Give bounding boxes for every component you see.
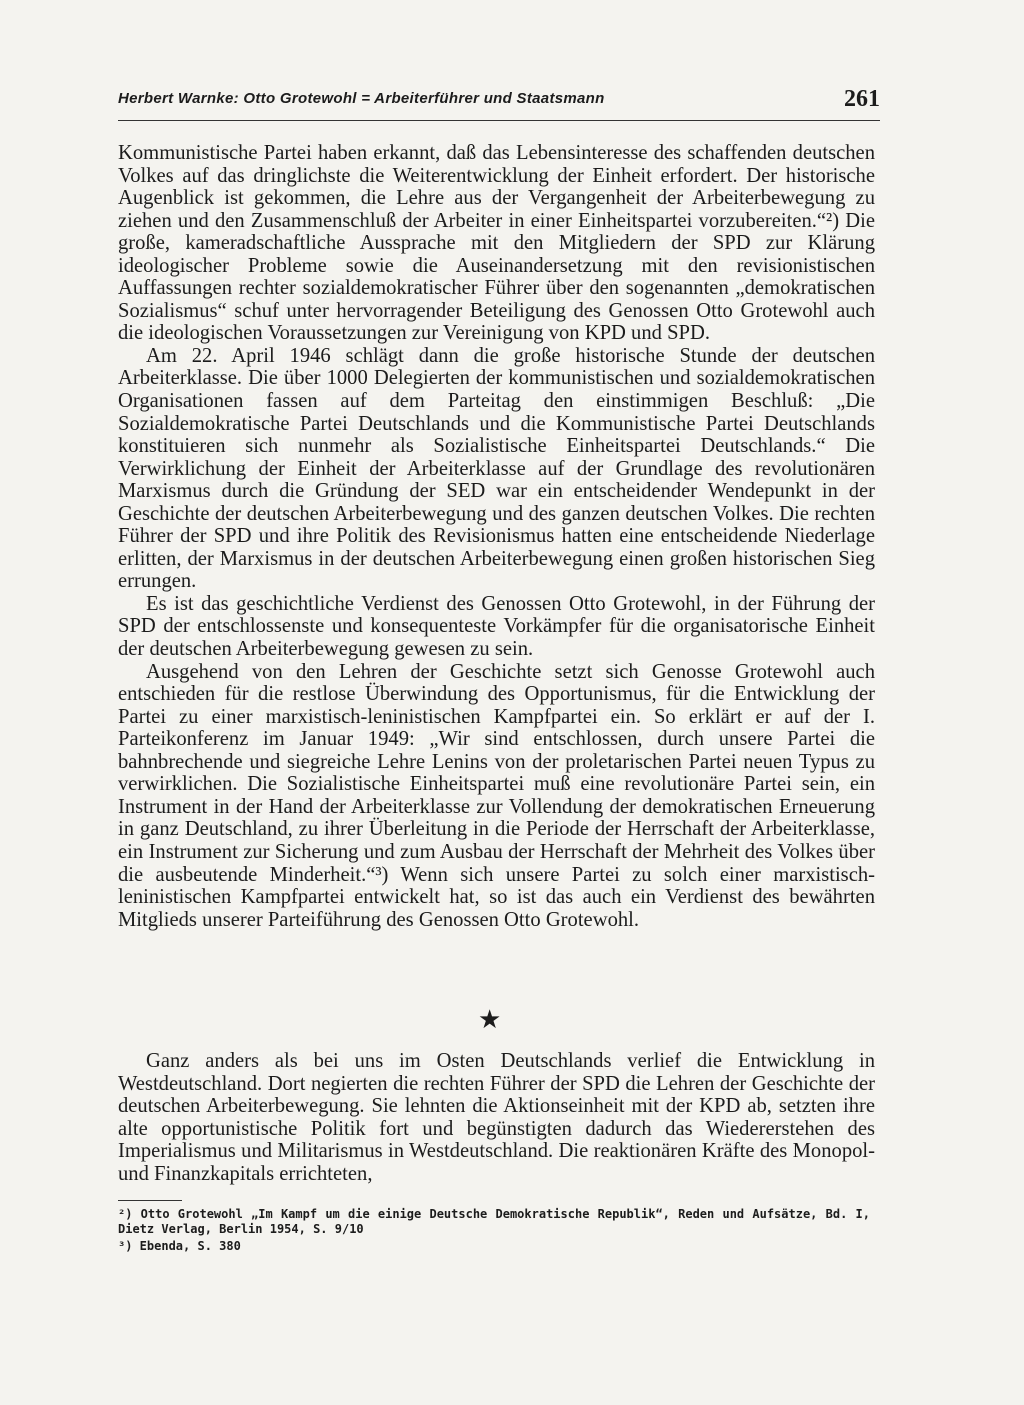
paragraph-1: Kommunistische Partei haben erkannt, daß das Lebensinteresse des schaffenden deutschen Volkes auf das dringlichste die Weiterentwicklung der Einheit erfordert. Der historische Augenblick ist gekommen, die Lehre aus der Vergangenheit der Arbeiterbewegung zu ziehen und den Zusammenschluß der Arbeiter in einer Einheitspartei vorzubereiten.“²) Die große, kameradschaftliche Aussprache mit den Mitgliedern der SPD zur Klärung ideologischer Probleme sowie die Auseinandersetzung mit den revisionistischen Auffassungen rechter sozialdemokratischer Führer über den sogenannten „demokratischen Sozialismus“ schuf unter hervorragender Beteiligung des Genossen Otto Grotewohl auch die ideologischen Voraussetzungen zur Vereinigung von KPD und SPD. — [118, 142, 875, 345]
section-separator-star-icon: ★ — [478, 1005, 502, 1035]
footnote-3: ³) Ebenda, S. 380 — [118, 1239, 241, 1253]
header-rule — [118, 120, 880, 121]
paragraph-5: Ganz anders als bei uns im Osten Deutschlands verlief die Entwicklung in Westdeutschland. Dort negierten die rechten Führer der SPD die Lehren der Geschichte der deutschen Arbeiterbewegung. Sie lehnten die Aktionseinheit mit der KPD ab, setzten ihre alte opportunistische Politik fort und begünstigten dadurch das Wiedererstehen des Imperialismus und Militarismus in Westdeutschland. Die reaktionären Kräfte des Monopol- und Finanzkapitals errichteten, — [118, 1050, 875, 1185]
footnotes — [118, 1207, 870, 1254]
page-number: 261 — [844, 86, 880, 112]
paragraph-4: Ausgehend von den Lehren der Geschichte setzt sich Genosse Grotewohl auch entschieden für die restlose Überwindung des Opportunismus, für die Entwicklung der Partei zu einer marxistisch-leninistischen Kampfpartei ein. So erklärt er auf der I. Parteikonferenz im Januar 1949: „Wir sind entschlossen, durch unsere Partei die bahnbrechende und siegreiche Lehre Lenins von der proletarischen Partei neuen Typus zu verwirklichen. Die Sozialistische Einheitspartei muß eine revolutionäre Partei sein, ein Instrument in der Hand der Arbeiterklasse zur Vollendung der demokratischen Erneuerung in ganz Deutschland, zu ihrer Überleitung in die Periode der Herrschaft der Arbeiterklasse, ein Instrument zur Sicherung und zum Ausbau der Herrschaft der Mehrheit des Volkes über die ausbeutende Minderheit.“³) Wenn sich unsere Partei zu solch einer marxistisch-leninistischen Kampfpartei entwickelt hat, so ist das auch ein Verdienst des bewährten Mitglieds unserer Parteiführung des Genossen Otto Grotewohl. — [118, 660, 875, 931]
footnote-rule — [118, 1200, 182, 1201]
footnote-2: ²) Otto Grotewohl „Im Kampf um die einige Deutsche Demokratische Republik“, Reden und Aufsätze, Bd. I, Dietz Verlag, Berlin 1954, S. 9/10 — [118, 1207, 870, 1236]
main-text-continued — [118, 1050, 875, 1185]
running-title: Herbert Warnke: Otto Grotewohl = Arbeiterführer und Staatsmann — [118, 90, 605, 107]
paragraph-2: Am 22. April 1946 schlägt dann die große historische Stunde der deutschen Arbeiterklasse. Die über 1000 Delegierten der kommunistischen und sozialdemokratischen Organisationen fassen auf dem Parteitag den einstimmigen Beschluß: „Die Sozialdemokratische Partei Deutschlands und die Kommunistische Partei Deutschlands konstituieren sich nunmehr als Sozialistische Einheitspartei Deutschlands.“ Die Verwirklichung der Einheit der Arbeiterklasse auf der Grundlage des revolutionären Marxismus durch die Gründung der SED war ein entscheidender Wendepunkt in der Geschichte der deutschen Arbeiterbewegung und des ganzen deutschen Volkes. Die rechten Führer der SPD und ihre Politik des Revisionismus hatten eine entscheidende Niederlage erlitten, der Marxismus in der deutschen Arbeiterbewegung einen großen historischen Sieg errungen. — [118, 344, 875, 593]
main-text — [118, 142, 875, 931]
running-head — [118, 86, 880, 116]
paragraph-3: Es ist das geschichtliche Verdienst des Genossen Otto Grotewohl, in der Führung der SPD der entschlossenste und konsequenteste Vorkämpfer für die organisatorische Einheit der deutschen Arbeiterbewegung gewesen zu sein. — [118, 592, 875, 661]
